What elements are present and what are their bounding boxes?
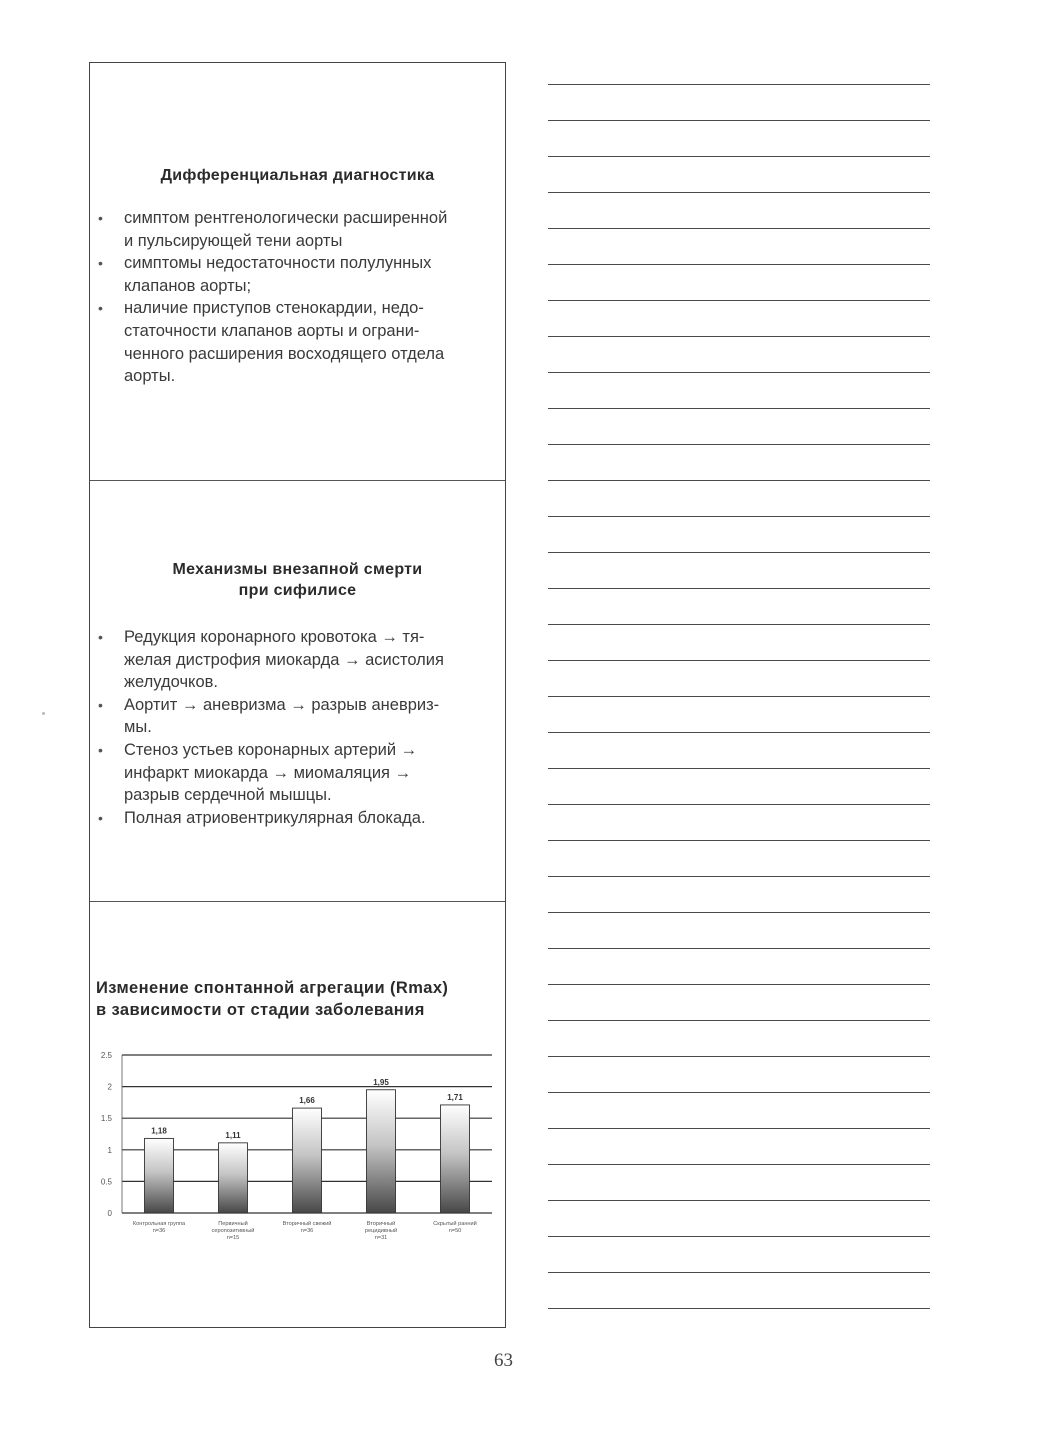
scan-speck: [42, 712, 45, 715]
slides-panel: [89, 62, 506, 1328]
note-line: [548, 1128, 930, 1129]
slide2-bullet-item-line: желая дистрофия миокарда → асистолия: [124, 650, 444, 669]
x-category-label: Первичный: [218, 1221, 248, 1227]
note-line: [548, 804, 930, 805]
slide2-bullet-item-line: • Аортит → аневризма → разрыв аневриз-: [124, 695, 440, 714]
slide1-bullet-item-line: клапанов аорты;: [124, 276, 252, 295]
x-category-label: Контрольная группа: [132, 1221, 186, 1227]
y-tick-label: 1.5: [100, 1114, 112, 1124]
bar: [441, 1105, 470, 1213]
note-line: [548, 156, 930, 157]
note-lines-area: [548, 84, 930, 1324]
note-line: [548, 768, 930, 769]
bar-value-label: 1,95: [373, 1077, 389, 1087]
note-line: [548, 696, 930, 697]
slide2-title: [90, 559, 505, 601]
note-line: [548, 84, 930, 85]
x-category-label: n=50: [448, 1228, 462, 1234]
x-category-label: Вторичный свежий: [282, 1221, 332, 1227]
note-line: [548, 1092, 930, 1093]
bar: [219, 1143, 248, 1213]
x-category-label: n=36: [152, 1228, 166, 1234]
note-line: [548, 192, 930, 193]
note-line: [548, 372, 930, 373]
x-category-label: рецидивный: [364, 1228, 398, 1234]
slide2-bullet-item: [90, 807, 505, 830]
slide1-bullet-item-line: • симптомы недостаточности полулунных: [124, 254, 432, 273]
bar-value-label: 1,18: [151, 1126, 167, 1136]
x-category-label: n=36: [300, 1228, 314, 1234]
slide2-bullet-item-line: желудочков.: [124, 673, 218, 692]
note-line: [548, 264, 930, 265]
slide1-bullet-item-line: аорты.: [124, 367, 176, 386]
bar: [145, 1138, 174, 1213]
note-line: [548, 1236, 930, 1237]
note-line: [548, 912, 930, 913]
chart-title: [96, 977, 497, 1021]
x-category-label: n=31: [374, 1235, 388, 1241]
note-line: [548, 1272, 930, 1273]
slide1-bullet-item-line: • наличие приступов стенокардии, недо-: [124, 299, 424, 318]
slide2-bullet-item-line: мы.: [124, 718, 152, 737]
slide1-bullet-item: [90, 207, 505, 252]
note-line: [548, 876, 930, 877]
note-line: [548, 1200, 930, 1201]
slide2-bullet-item-line: • Стеноз устьев коронарных артерий →: [124, 740, 418, 759]
slide2-bullet-list: [90, 626, 505, 829]
note-line: [548, 408, 930, 409]
bar-chart: [96, 1043, 500, 1253]
note-line: [548, 1164, 930, 1165]
slide2-title-line: при сифилисе: [238, 582, 357, 599]
slide2-bullet-item: [90, 739, 505, 807]
note-line: [548, 840, 930, 841]
bar-value-label: 1,11: [225, 1130, 241, 1140]
bar: [367, 1090, 396, 1213]
y-tick-label: 0.5: [100, 1177, 112, 1187]
note-line: [548, 228, 930, 229]
x-category-label: серопозитивный: [211, 1228, 255, 1234]
slide1-bullet-item: [90, 252, 505, 297]
note-line: [548, 444, 930, 445]
x-category-label: n=15: [226, 1235, 240, 1241]
note-line: [548, 516, 930, 517]
note-line: [548, 588, 930, 589]
slide2-bullet-item-line: инфаркт миокарда → миомаляция →: [124, 763, 412, 782]
note-line: [548, 480, 930, 481]
chart-title-line: Изменение спонтанной агрегации (Rmax): [96, 979, 449, 997]
note-line: [548, 732, 930, 733]
x-category-label: Вторичный: [366, 1221, 396, 1227]
note-line: [548, 948, 930, 949]
y-tick-label: 1: [107, 1145, 112, 1155]
slide1-bullet-list: [90, 207, 505, 388]
chart-title-line: в зависимости от стадии заболевания: [96, 1001, 425, 1019]
slide2-bullet-item: [90, 694, 505, 739]
note-line: [548, 984, 930, 985]
slide1-bullet-item: [90, 297, 505, 387]
slide1-bullet-item-line: ченного расширения восходящего отдела: [124, 344, 445, 363]
slide1-title: Дифференциальная диагностика: [160, 167, 435, 184]
bar-value-label: 1,71: [447, 1092, 463, 1102]
slide2-bullet-item-line: • Редукция коронарного кровотока → тя-: [124, 628, 425, 646]
note-line: [548, 1020, 930, 1021]
bar: [293, 1108, 322, 1213]
slide-sudden-death-mechanisms: [90, 481, 505, 902]
slide2-bullet-item-line: • Полная атриовентрикулярная блокада.: [124, 808, 426, 827]
note-line: [548, 624, 930, 625]
note-line: [548, 1056, 930, 1057]
note-line: [548, 120, 930, 121]
slide2-bullet-item: [90, 626, 505, 694]
y-tick-label: 0: [107, 1209, 112, 1218]
slide2-bullet-item-line: разрыв сердечной мышцы.: [124, 786, 332, 805]
y-tick-label: 2.5: [100, 1051, 112, 1060]
slide-differential-diagnosis: [90, 63, 505, 481]
note-line: [548, 660, 930, 661]
note-line: [548, 336, 930, 337]
slide1-bullet-item-line: • симптом рентгенологически расширенной: [124, 209, 448, 227]
note-line: [548, 1308, 930, 1309]
slide2-title-line: Механизмы внезапной смерти: [172, 561, 423, 578]
note-line: [548, 300, 930, 301]
note-line: [548, 552, 930, 553]
page-number: 63: [494, 1350, 513, 1371]
x-category-label: Скрытый ранний: [433, 1221, 477, 1227]
slide1-bullet-item-line: статочности клапанов аорты и ограни-: [124, 321, 420, 340]
slide-aggregation-chart: [90, 902, 505, 1327]
bar-value-label: 1,66: [299, 1096, 315, 1106]
slide1-bullet-item-line: и пульсирующей тени аорты: [124, 231, 343, 250]
y-tick-label: 2: [107, 1082, 112, 1092]
